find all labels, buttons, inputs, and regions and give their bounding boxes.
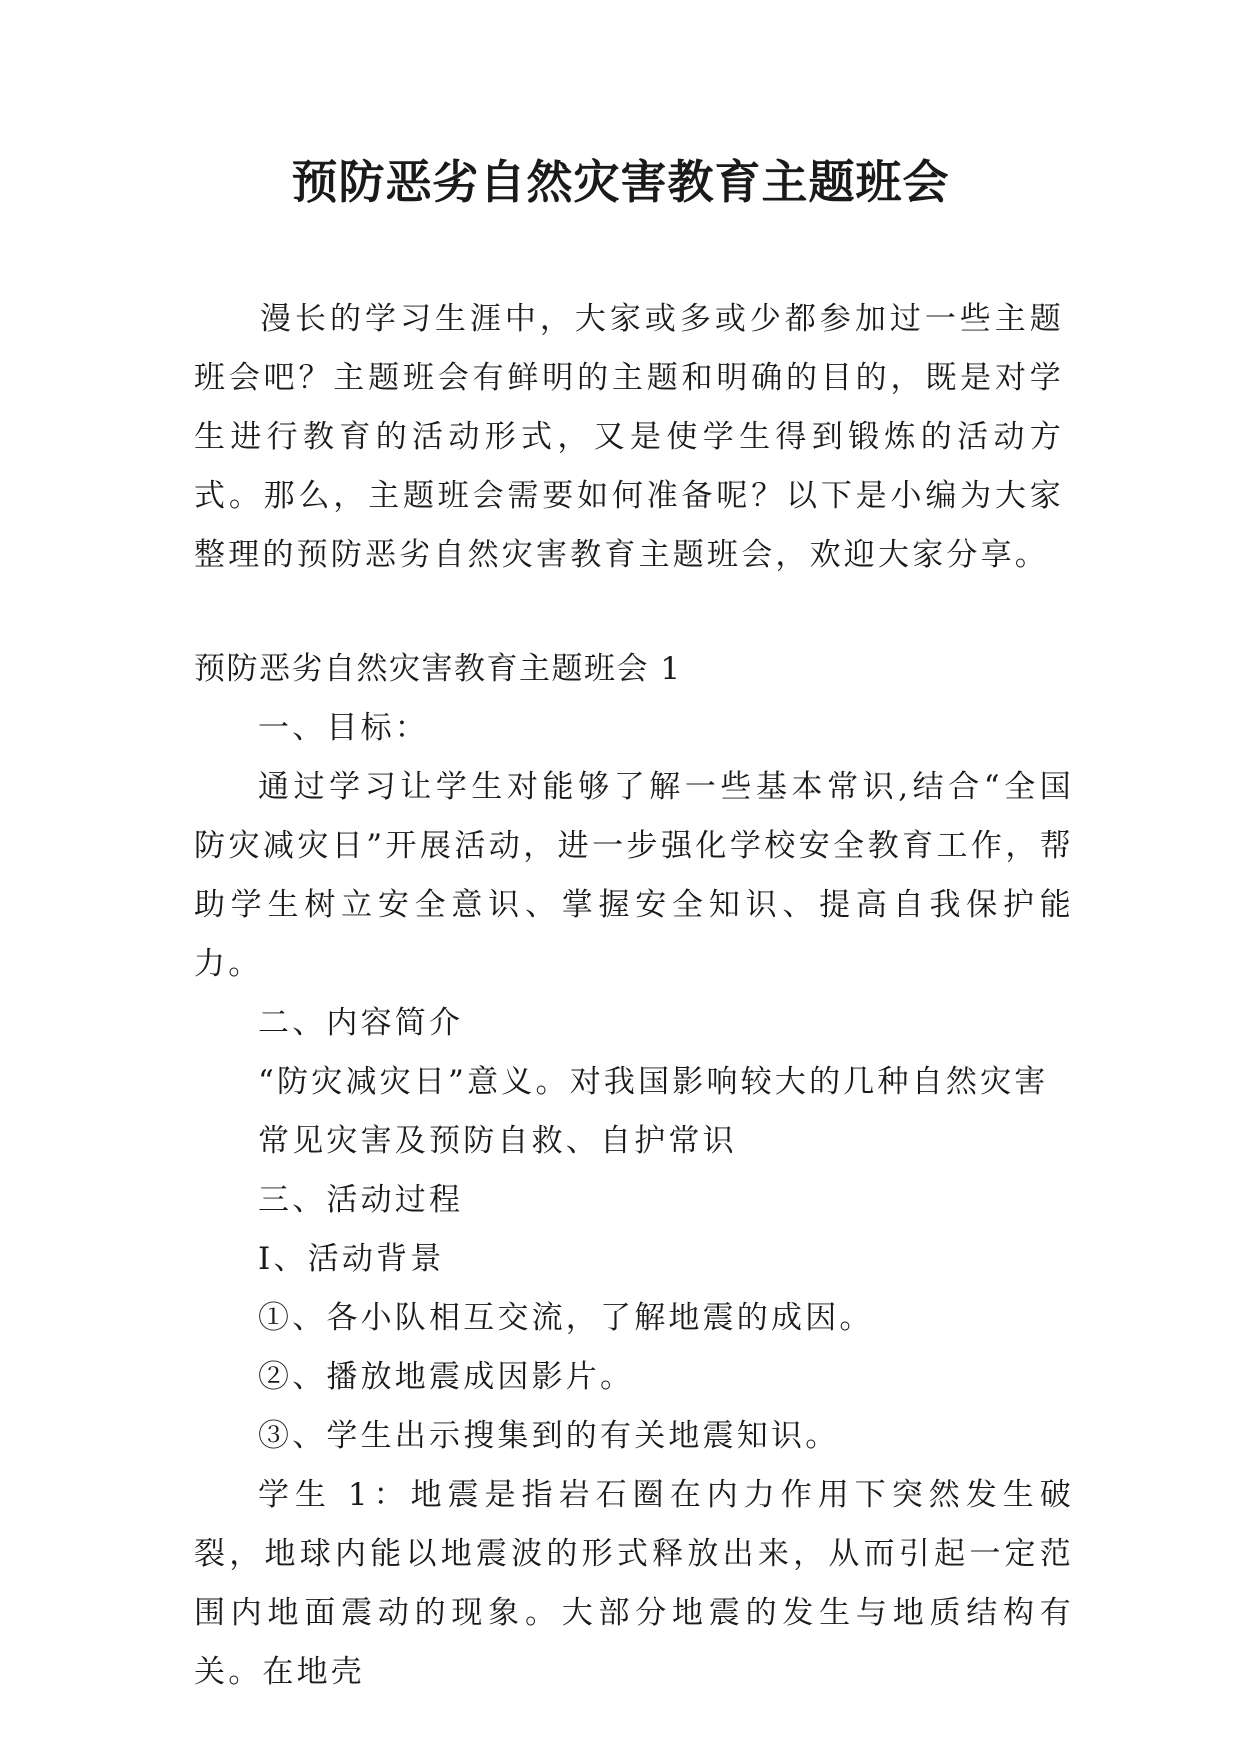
list-item: ①、各小队相互交流，了解地震的成因。: [258, 1300, 874, 1336]
list-item: ②、播放地震成因影片。: [258, 1359, 635, 1395]
heading-goal: 一、目标：: [258, 710, 429, 746]
paragraph-goal: 通过学习让学生对能够了解一些基本常识,结合“全国防灾减灾日”开展活动，进一步强化学校安全教育工作，帮助学生树立安全意识、掌握安全知识、提高自我保护能力。: [194, 769, 1074, 982]
paragraph-content-1: “防灾减灾日”意义。对我国影响较大的几种自然灾害: [258, 1064, 1049, 1100]
document-title: 预防恶劣自然灾害教育主题班会: [291, 155, 950, 209]
heading-process: 三、活动过程: [258, 1182, 464, 1218]
paragraph-content-2: 常见灾害及预防自救、自护常识: [258, 1123, 737, 1159]
section-title: 预防恶劣自然灾害教育主题班会 1: [194, 651, 682, 687]
intro-paragraph: 漫长的学习生涯中，大家或多或少都参加过一些主题班会吧？主题班会有鲜明的主题和明确的目的，既是对学生进行教育的活动形式，又是使学生得到锻炼的活动方式。那么，主题班会需要如何准备呢？以下是小编为大家整理的预防恶劣自然灾害教育主题班会，欢迎大家分享。: [194, 301, 1064, 573]
heading-content: 二、内容简介: [258, 1005, 464, 1041]
paragraph-student-1: 学生 1：地震是指岩石圈在内力作用下突然发生破裂，地球内能以地震波的形式释放出来，从而引起一定范围内地面震动的现象。大部分地震的发生与地质结构有关。在地壳: [194, 1477, 1074, 1690]
document-body: [194, 640, 1074, 1702]
list-item: ③、学生出示搜集到的有关地震知识。: [258, 1418, 840, 1454]
heading-background: Ⅰ、活动背景: [258, 1241, 445, 1277]
